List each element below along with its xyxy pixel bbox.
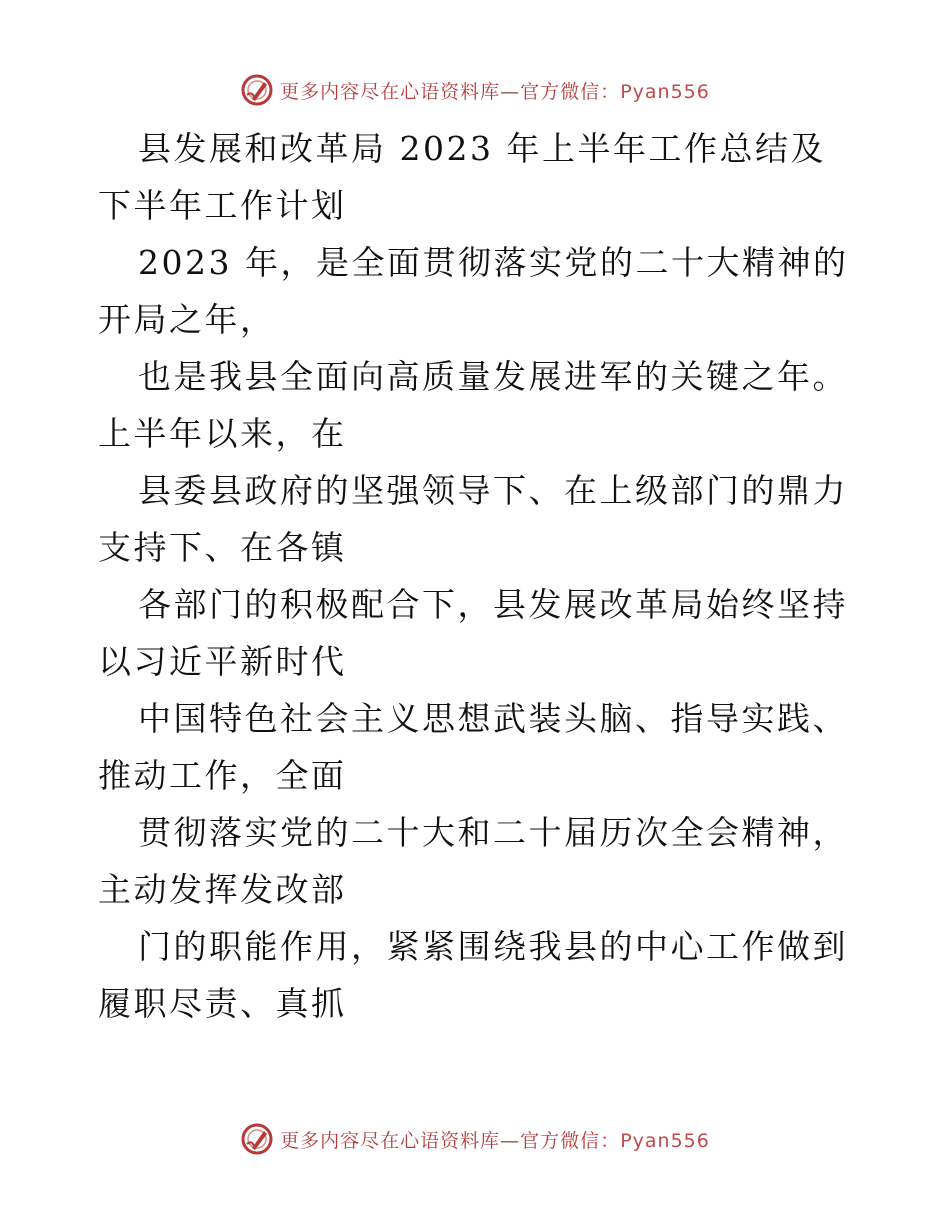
paragraph: 贯彻落实党的二十大和二十届历次全会精神，主动发挥发改部 [98, 813, 848, 909]
paragraph: 门的职能作用，紧紧围绕我县的中心工作做到履职尽责、真抓 [98, 927, 848, 1023]
paragraph: 2023 年，是全面贯彻落实党的二十大精神的开局之年， [98, 243, 849, 339]
footer-watermark [0, 1119, 950, 1159]
paragraph: 各部门的积极配合下，县发展改革局始终坚持以习近平新时代 [98, 585, 848, 681]
watermark-text: 更多内容尽在心语资料库—官方微信：Pyan556 [280, 1129, 710, 1152]
watermark-text: 更多内容尽在心语资料库—官方微信：Pyan556 [280, 80, 710, 103]
document-body [98, 120, 858, 1032]
paragraph: 中国特色社会主义思想武装头脑、指导实践、推动工作，全面 [98, 699, 848, 795]
paragraph: 县委县政府的坚强领导下、在上级部门的鼎力支持下、在各镇 [98, 471, 848, 567]
pen-nib-circle-icon [240, 73, 274, 107]
paragraph: 也是我县全面向高质量发展进军的关键之年。上半年以来，在 [98, 357, 848, 453]
header-watermark [0, 70, 950, 110]
doc-title: 县发展和改革局 2023 年上半年工作总结及下半年工作计划 [98, 129, 826, 225]
pen-nib-circle-icon [240, 1122, 274, 1156]
